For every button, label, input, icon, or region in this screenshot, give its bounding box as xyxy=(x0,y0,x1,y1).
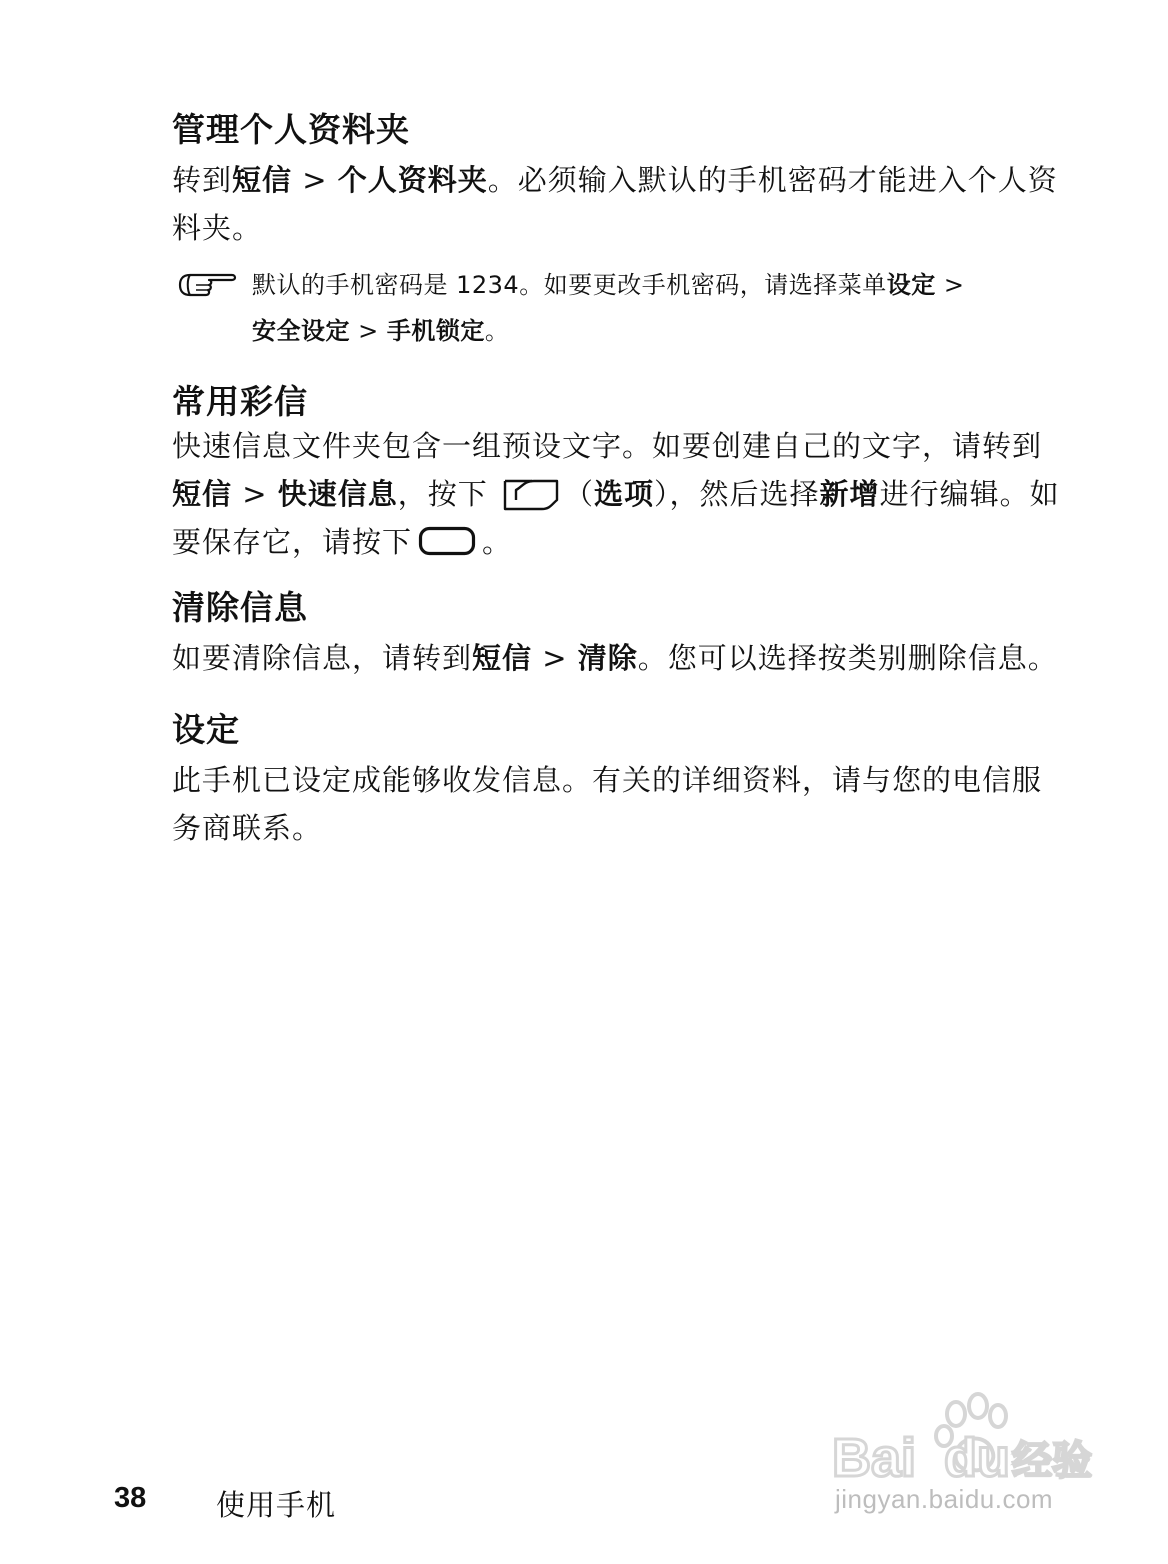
section-heading-profile-folder: 管理个人资料夹 xyxy=(172,110,410,149)
menu-term: 快速信息 xyxy=(277,477,398,511)
page-content xyxy=(172,104,1062,852)
text-run: （ xyxy=(564,477,595,511)
page-number: 38 xyxy=(114,1482,147,1514)
note-default-password xyxy=(172,262,1062,354)
text-run: 此手机已设定成能够收发信息。有关的详细资料，请与您的电信服务商联系。 xyxy=(172,763,1043,845)
section-heading-settings: 设定 xyxy=(172,710,240,749)
section-text-settings xyxy=(172,756,1062,852)
text-run: 快速信息文件夹包含一组预设文字。如要创建自己的文字，请转到 xyxy=(172,429,1043,463)
menu-term: 短信 xyxy=(232,163,293,197)
text-run: > xyxy=(350,317,387,345)
chapter-title: 使用手机 xyxy=(216,1488,337,1522)
menu-term: 清除 xyxy=(577,641,638,675)
svg-text:du: du xyxy=(944,1428,1010,1488)
text-run: > xyxy=(232,477,278,511)
text-run: 。您可以选择按类别删除信息。 xyxy=(637,641,1058,675)
text-run: > xyxy=(292,163,338,197)
section-text-profile-folder xyxy=(172,156,1062,252)
section-heading-quick-text: 常用彩信 xyxy=(172,382,308,421)
menu-term: 短信 xyxy=(172,477,233,511)
text-run: 如要清除信息，请转到 xyxy=(172,641,473,675)
menu-term: 选项 xyxy=(594,477,655,511)
text-run: 进行编辑。如要保存它，请按下 xyxy=(172,477,1060,559)
menu-term: 新增 xyxy=(819,477,880,511)
section-heading-delete-messages: 清除信息 xyxy=(172,588,308,627)
pointing-hand-icon xyxy=(176,272,242,298)
menu-term: 个人资料夹 xyxy=(337,163,488,197)
section-text-delete-messages xyxy=(172,634,1062,682)
menu-term: 短信 xyxy=(472,641,533,675)
text-run: ，按下 xyxy=(397,477,498,511)
svg-text:经验: 经验 xyxy=(1012,1438,1092,1484)
menu-term: 手机锁定 xyxy=(386,317,485,345)
text-run: ），然后选择 xyxy=(654,477,820,511)
text-run: > xyxy=(935,271,965,299)
text-run: 。 xyxy=(484,317,510,345)
left-softkey-icon xyxy=(502,478,560,512)
svg-text:Bai: Bai xyxy=(832,1428,917,1488)
section-text-quick-text xyxy=(172,422,1062,566)
menu-term: 安全设定 xyxy=(252,317,350,345)
text-run: 。必须输入默认的手机密码才能进入个人资料夹。 xyxy=(172,163,1058,245)
text-run: 。 xyxy=(482,525,513,559)
menu-term: 设定 xyxy=(886,271,936,299)
text-run: 转到 xyxy=(172,163,233,197)
ok-key-icon xyxy=(418,526,476,556)
text-run: 默认的手机密码是 1234。如要更改手机密码，请选择菜单 xyxy=(252,271,887,299)
watermark-url: jingyan.baidu.com xyxy=(835,1484,1054,1514)
text-run: > xyxy=(532,641,578,675)
